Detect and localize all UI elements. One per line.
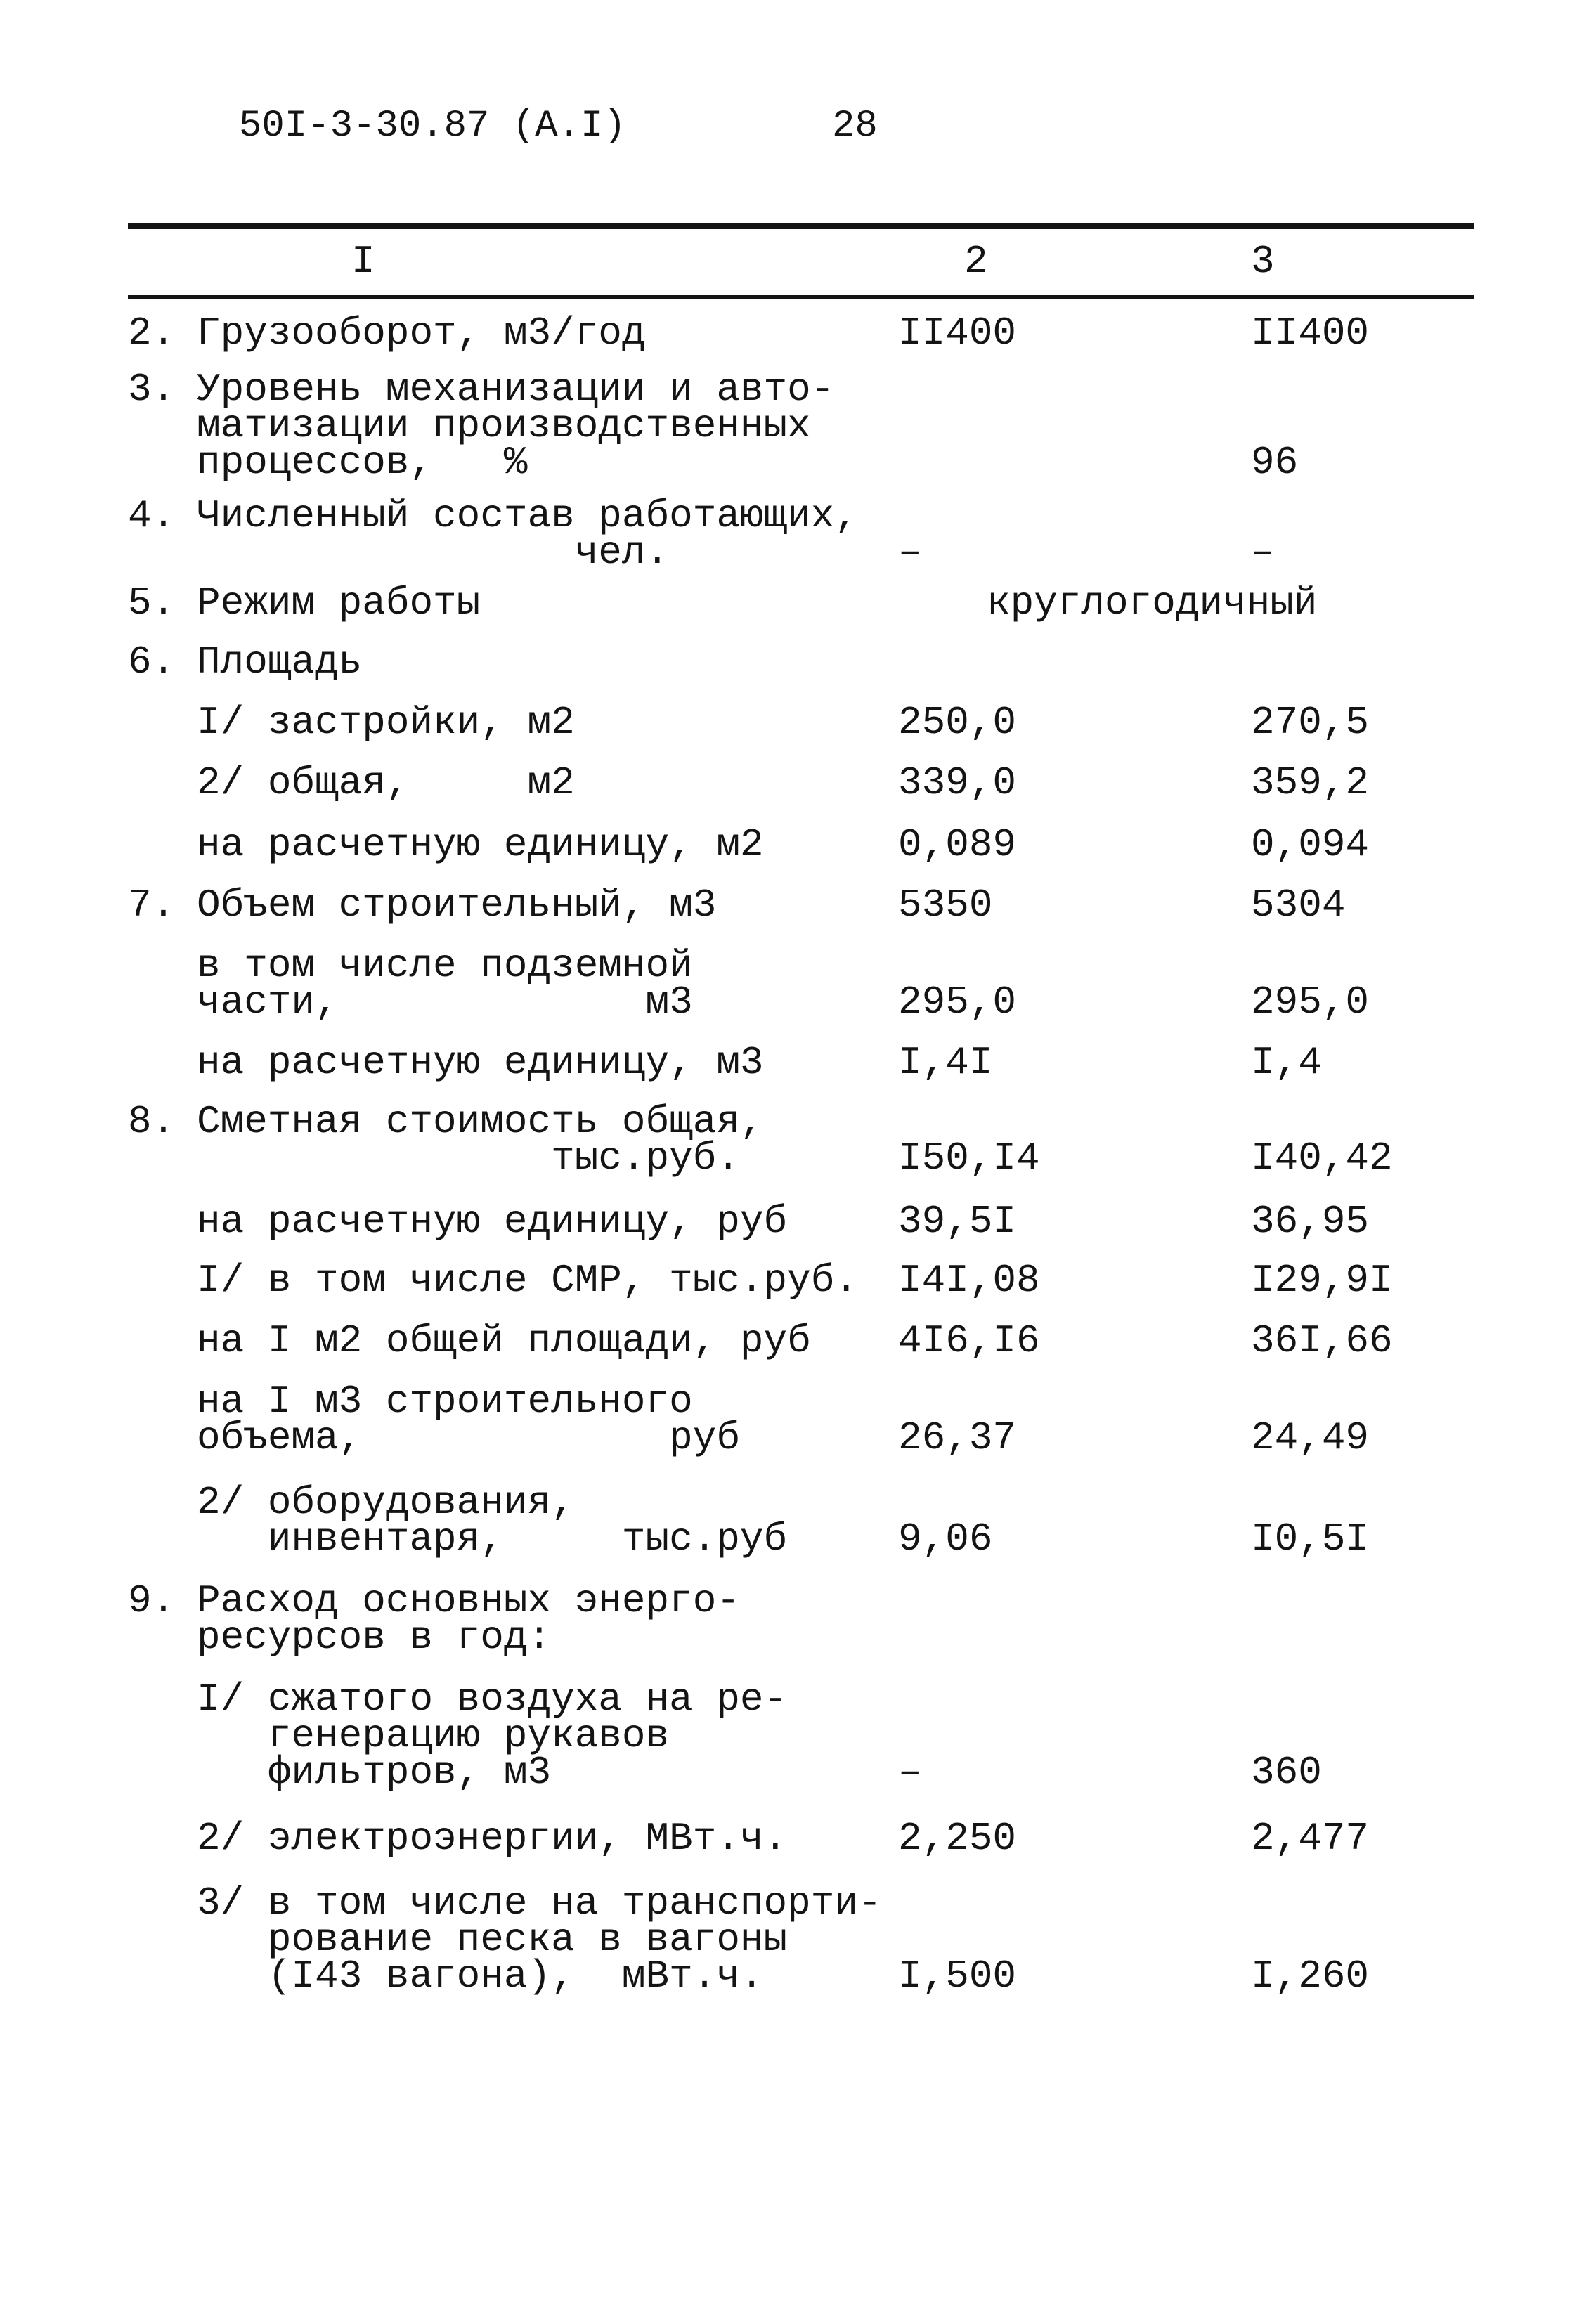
row-number: 2. <box>128 311 176 356</box>
table-row <box>0 943 1577 1025</box>
table-body <box>0 311 1577 1999</box>
value-col3: 270,5 <box>1251 700 1370 745</box>
table-row <box>0 1040 1577 1085</box>
row-label: 2/ оборудования, инвентаря, тыс.руб <box>197 1480 788 1562</box>
row-label: на расчетную единицу, м3 <box>197 1040 764 1085</box>
row-number: 6. <box>128 640 176 684</box>
value-col3: 295,0 <box>1251 980 1370 1025</box>
value-col3: 2,477 <box>1251 1816 1370 1861</box>
row-label: на расчетную единицу, руб <box>197 1199 788 1244</box>
table-row <box>0 311 1577 357</box>
row-number: 9. <box>128 1578 176 1623</box>
value-col3: 359,2 <box>1251 760 1370 805</box>
row-number: 7. <box>128 883 176 928</box>
row-label: на I м2 общей площади, руб <box>197 1318 811 1363</box>
table-row <box>0 1318 1577 1363</box>
value-col3: II400 <box>1251 311 1370 356</box>
row-label: Объем строительный, м3 <box>197 883 717 928</box>
row-label: на расчетную единицу, м2 <box>197 822 764 867</box>
value-col2: 4I6,I6 <box>898 1318 1040 1363</box>
value-col2: 0,089 <box>898 822 1017 867</box>
value-col3: 96 <box>1251 440 1299 485</box>
value-col2: 39,5I <box>898 1199 1017 1244</box>
value-col3: 0,094 <box>1251 822 1370 867</box>
table-row <box>0 1099 1577 1181</box>
row-label: Площадь <box>197 640 363 684</box>
value-col2: – <box>898 530 922 575</box>
table-row <box>0 1881 1577 1999</box>
value-col2: 339,0 <box>898 760 1017 805</box>
table-row <box>0 493 1577 575</box>
value-col2: 250,0 <box>898 700 1017 745</box>
table-top-rule <box>128 223 1474 229</box>
table-row <box>0 1480 1577 1562</box>
value-col3: I40,42 <box>1251 1136 1393 1181</box>
column-header-2: 2 <box>964 239 988 284</box>
table-row <box>0 1816 1577 1861</box>
table-row <box>0 883 1577 928</box>
page-header <box>0 98 1577 155</box>
value-col3: I,4 <box>1251 1040 1322 1085</box>
value-col2: I4I,08 <box>898 1258 1040 1303</box>
row-label: I/ застройки, м2 <box>197 700 575 745</box>
row-number: 5. <box>128 580 176 625</box>
table-row <box>0 580 1577 625</box>
table-row <box>0 1677 1577 1795</box>
table-header-rule <box>128 295 1474 299</box>
row-label: Режим работы <box>197 580 481 625</box>
value-col2: 26,37 <box>898 1415 1017 1460</box>
row-number: 3. <box>128 367 176 412</box>
row-label: на I м3 строительного объема, руб <box>197 1379 740 1460</box>
value-col3: I,260 <box>1251 1954 1370 1999</box>
table-row <box>0 1379 1577 1460</box>
row-label: Грузооборот, м3/год <box>197 311 646 356</box>
value-col3: I29,9I <box>1251 1258 1393 1303</box>
value-col3: 24,49 <box>1251 1415 1370 1460</box>
table-row <box>0 367 1577 485</box>
value-col2: 2,250 <box>898 1816 1017 1861</box>
value-col2: II400 <box>898 311 1017 356</box>
table-row <box>0 822 1577 867</box>
value-col3: 36I,66 <box>1251 1318 1393 1363</box>
row-label: 2/ общая, м2 <box>197 760 575 805</box>
value-col2: I,500 <box>898 1954 1017 1999</box>
value-col3: I0,5I <box>1251 1517 1370 1562</box>
row-label: Численный состав работающих, чел. <box>197 493 858 575</box>
table-row <box>0 640 1577 684</box>
row-label: I/ сжатого воздуха на ре- генерацию рукавов фильтров, м3 <box>197 1677 788 1795</box>
row-label: Сметная стоимость общая, тыс.руб. <box>197 1099 764 1181</box>
value-col3: – <box>1251 530 1275 575</box>
row-label: I/ в том числе СМР, тыс.руб. <box>197 1258 858 1303</box>
value-span-col2-col3: круглогодичный <box>987 580 1318 625</box>
value-col2: – <box>898 1750 922 1795</box>
value-col3: 360 <box>1251 1750 1322 1795</box>
value-col3: 36,95 <box>1251 1199 1370 1244</box>
document-code: 50I-3-30.87 (A.I) <box>239 105 626 148</box>
row-label: 2/ электроэнергии, МВт.ч. <box>197 1816 788 1861</box>
value-col2: 295,0 <box>898 980 1017 1025</box>
value-col2: 9,06 <box>898 1517 993 1562</box>
table-row <box>0 700 1577 745</box>
row-label: в том числе подземной части, м3 <box>197 943 693 1025</box>
value-col2: I50,I4 <box>898 1136 1040 1181</box>
row-number: 8. <box>128 1099 176 1144</box>
table-row <box>0 760 1577 805</box>
row-label: 3/ в том числе на транспорти- рование песка в вагоны (I43 вагона), мВт.ч. <box>197 1881 882 1999</box>
row-label: Уровень механизации и авто- матизации производственных процессов, % <box>197 367 835 485</box>
table-row <box>0 1199 1577 1244</box>
table-row <box>0 1578 1577 1660</box>
column-header-1: I <box>351 239 375 284</box>
row-number: 4. <box>128 493 176 538</box>
value-col2: I,4I <box>898 1040 993 1085</box>
table-row <box>0 1258 1577 1303</box>
value-col3: 5304 <box>1251 883 1346 928</box>
value-col2: 5350 <box>898 883 993 928</box>
column-header-3: 3 <box>1251 239 1275 284</box>
row-label: Расход основных энерго- ресурсов в год: <box>197 1578 740 1660</box>
page-number: 28 <box>832 105 878 148</box>
